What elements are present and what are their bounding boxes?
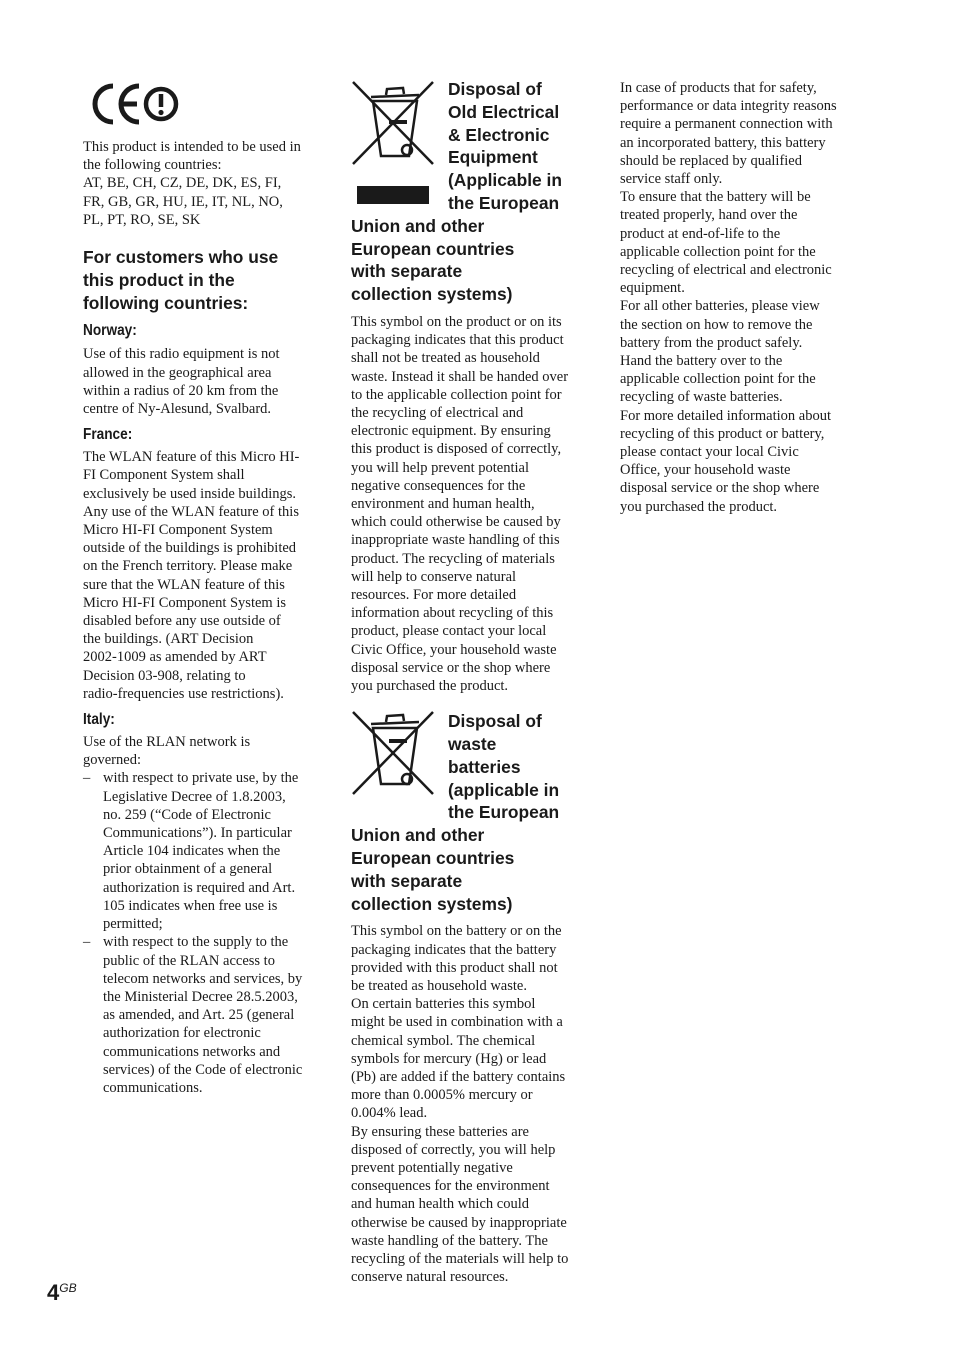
text-line: inappropriate waste handling of this	[351, 532, 560, 549]
text-line: governed:	[83, 752, 141, 769]
france-heading: France:	[83, 426, 133, 444]
text-line: allowed in the geographical area	[83, 364, 272, 381]
customers-heading	[83, 246, 323, 314]
text-line: and human health which could	[351, 1196, 529, 1213]
list-item	[83, 933, 323, 1097]
list-item	[83, 769, 323, 933]
intro-text	[83, 138, 323, 229]
heading-line: (applicable in	[448, 779, 560, 800]
text-line: packaging indicates that the battery	[351, 941, 557, 958]
text-line: negative consequences for the	[351, 477, 526, 494]
weee-section	[351, 78, 587, 695]
italy-list	[83, 769, 323, 1097]
weee-text	[351, 313, 587, 695]
text-line: equipment.	[620, 280, 685, 297]
battery-text	[351, 922, 587, 1286]
heading-line: Union and other	[351, 215, 485, 236]
text-line: sure that the WLAN feature of this	[83, 576, 285, 593]
text-line: Use of the RLAN network is	[83, 734, 251, 751]
heading-line: European countries	[351, 238, 515, 259]
battery-continued-text	[620, 79, 860, 516]
text-line: symbols for mercury (Hg) or lead	[351, 1050, 547, 1067]
page-number	[47, 1280, 77, 1306]
text-line: applicable collection point for the	[620, 371, 816, 388]
text-line: Use of this radio equipment is not	[83, 346, 280, 363]
text-line: To ensure that the battery will be	[620, 189, 811, 206]
text-line: shall not be treated as household	[351, 350, 540, 367]
text-line: provided with this product shall not	[351, 959, 558, 976]
text-line: applicable collection point for the	[620, 243, 816, 260]
text-line: permitted;	[103, 916, 163, 933]
france-text	[83, 448, 323, 703]
text-line: centre of Ny-Alesund, Svalbard.	[83, 401, 272, 418]
text-line: 0.004% lead.	[351, 1105, 428, 1122]
text-line: (Pb) are added if the battery contains	[351, 1069, 566, 1086]
text-line: information about recycling of this	[351, 605, 554, 622]
text-line: Civic Office, your household waste	[351, 641, 557, 658]
text-line: electronic equipment. By ensuring	[351, 423, 551, 440]
alert-class-icon	[146, 89, 176, 119]
text-line: as amended, and Art. 25 (general	[103, 1007, 295, 1024]
italy-text	[83, 733, 323, 1097]
text-line: the Ministerial Decree 28.5.2003,	[103, 988, 298, 1005]
text-line: an incorporated battery, this battery	[620, 134, 826, 151]
text-line: On certain batteries this symbol	[351, 996, 536, 1013]
text-line: Decision 03-908, relating to	[83, 667, 246, 684]
text-line: For more detailed information about	[620, 407, 832, 424]
heading-line: following countries:	[83, 292, 249, 313]
text-line: should be replaced by qualified	[620, 152, 802, 169]
page-number-value: 4	[47, 1280, 60, 1305]
heading-line: the European	[448, 192, 560, 213]
text-line: packaging indicates that this product	[351, 332, 564, 349]
text-line: the section on how to remove the	[620, 316, 813, 333]
heading-line: (Applicable in	[448, 170, 563, 191]
text-line: recycling of waste batteries.	[620, 389, 783, 406]
text-line: disposal service or the shop where	[620, 480, 820, 497]
text-line: public of the RLAN access to	[103, 952, 275, 969]
text-line: The WLAN feature of this Micro HI-	[83, 449, 300, 466]
text-line: FR, GB, GR, HU, IE, IT, NL, NO,	[83, 193, 283, 210]
text-line: prior obtainment of a general	[103, 861, 273, 878]
text-line: please contact your local Civic	[620, 444, 799, 461]
text-line: prevent potentially negative	[351, 1160, 513, 1177]
heading-line: Disposal of	[448, 79, 542, 99]
text-line: otherwise be caused by inappropriate	[351, 1214, 567, 1231]
text-line: to the applicable collection point for	[351, 386, 562, 403]
text-line: with respect to private use, by the	[103, 770, 299, 787]
text-line: consequences for the environment	[351, 1178, 550, 1195]
dash-bullet: –	[83, 934, 91, 951]
text-line: services) of the Code of electronic	[103, 1061, 303, 1078]
battery-section	[351, 710, 587, 1286]
text-line: Article 104 indicates when the	[103, 843, 281, 860]
text-line: outside of the buildings is prohibited	[83, 540, 297, 557]
text-line: product. The recycling of materials	[351, 550, 555, 567]
heading-line: collection systems)	[351, 893, 513, 914]
text-line: you purchased the product.	[620, 498, 778, 515]
crossed-out-wheeled-bin-icon	[351, 710, 435, 800]
text-line: Any use of the WLAN feature of this	[83, 503, 299, 520]
text-line: resources. For more detailed	[351, 587, 517, 604]
dash-bullet: –	[83, 770, 91, 787]
text-line: performance or data integrity reasons	[620, 98, 837, 115]
text-line: product, please contact your local	[351, 623, 547, 640]
ce-logo	[83, 78, 323, 128]
text-line: might be used in combination with a	[351, 1014, 563, 1031]
text-line: exclusively be used inside buildings.	[83, 485, 297, 502]
text-line: the recycling of electrical and	[351, 404, 524, 421]
text-line: AT, BE, CH, CZ, DE, DK, ES, FI,	[83, 175, 282, 192]
text-line: Legislative Decree of 1.8.2003,	[103, 788, 286, 805]
column-left	[83, 78, 323, 1097]
norway-text	[83, 345, 323, 418]
text-line: the following countries:	[83, 157, 222, 174]
text-line: recycling of the materials will help to	[351, 1251, 569, 1268]
heading-line: the European	[448, 802, 560, 823]
heading-line: Disposal of	[448, 711, 542, 732]
text-line: Communications”). In particular	[103, 825, 292, 842]
battery-heading-full	[351, 824, 587, 915]
text-line: By ensuring these batteries are	[351, 1123, 529, 1140]
weee-heading-full	[351, 215, 587, 306]
heading-line: & Electronic	[448, 124, 550, 145]
text-line: FI Component System shall	[83, 467, 245, 484]
column-middle	[351, 78, 587, 1286]
text-line: will help to conserve natural	[351, 568, 517, 585]
column-right	[620, 79, 860, 516]
text-line: waste handling of the battery. The	[351, 1232, 548, 1249]
text-line: on the French territory. Please make	[83, 558, 293, 575]
text-line: communications.	[103, 1079, 203, 1096]
text-line: For all other batteries, please view	[620, 298, 820, 315]
heading-line: with separate	[351, 870, 463, 891]
crossed-out-wheeled-bin-icon	[351, 78, 435, 204]
text-line: 105 indicates when free use is	[103, 897, 278, 914]
page-number-suffix: GB	[59, 1281, 77, 1295]
text-line: battery from the product safely.	[620, 334, 803, 351]
text-line: disabled before any use outside of	[83, 613, 281, 630]
battery-heading-side	[448, 710, 587, 824]
heading-line: Union and other	[351, 825, 485, 846]
italy-heading: Italy:	[83, 711, 115, 729]
text-line: within a radius of 20 km from the	[83, 382, 279, 399]
text-line: the buildings. (ART Decision	[83, 631, 254, 648]
text-line: communications networks and	[103, 1043, 281, 1060]
text-line: you purchased the product.	[351, 678, 509, 695]
text-line: no. 259 (“Code of Electronic	[103, 806, 271, 823]
text-line: telecom networks and services, by	[103, 970, 303, 987]
text-line: with respect to the supply to the	[103, 934, 289, 951]
text-line: you will help prevent potential	[351, 459, 529, 476]
text-line: This symbol on the battery or on the	[351, 923, 562, 940]
text-line: Office, your household waste	[620, 462, 791, 479]
text-line: service staff only.	[620, 171, 723, 188]
text-line: product at end-of-life to the	[620, 225, 781, 242]
weee-heading-side	[448, 78, 587, 215]
text-line: environment and human health,	[351, 496, 535, 512]
text-line: PL, PT, RO, SE, SK	[83, 211, 201, 228]
text-line: waste. Instead it shall be handed over	[351, 368, 569, 385]
text-line: which could otherwise be caused by	[351, 514, 561, 531]
text-line: Micro HI-FI Component System is	[83, 594, 286, 611]
text-line: This product is intended to be used in	[83, 139, 301, 155]
text-line: radio-frequencies use restrictions).	[83, 685, 284, 702]
text-line: In case of products that for safety,	[620, 80, 817, 96]
heading-line: Old Electrical	[448, 101, 560, 122]
text-line: This symbol on the product or on its	[351, 313, 562, 330]
text-line: 2002-1009 as amended by ART	[83, 649, 267, 666]
text-line: Micro HI-FI Component System	[83, 522, 273, 539]
heading-line: this product in the	[83, 269, 235, 290]
text-line: this product is disposed of correctly,	[351, 441, 562, 458]
norway-heading: Norway:	[83, 322, 137, 340]
text-line: chemical symbol. The chemical	[351, 1032, 536, 1049]
heading-line: For customers who use	[83, 247, 279, 268]
heading-line: waste	[448, 734, 497, 755]
heading-line: European countries	[351, 848, 515, 869]
text-line: treated properly, hand over the	[620, 207, 798, 224]
heading-line: collection systems)	[351, 284, 513, 305]
text-line: more than 0.0005% mercury or	[351, 1087, 533, 1104]
text-line: require a permanent connection with	[620, 116, 833, 133]
text-line: Hand the battery over to the	[620, 353, 783, 370]
heading-line: Equipment	[448, 147, 538, 168]
heading-line: with separate	[351, 261, 463, 282]
text-line: recycling of electrical and electronic	[620, 262, 832, 279]
ce-mark-icon	[83, 78, 183, 128]
text-line: authorization is required and Art.	[103, 879, 296, 896]
heading-line: batteries	[448, 756, 521, 777]
text-line: be treated as household waste.	[351, 978, 527, 995]
text-line: authorization for electronic	[103, 1025, 261, 1042]
text-line: conserve natural resources.	[351, 1269, 509, 1286]
text-line: disposal service or the shop where	[351, 659, 551, 676]
text-line: recycling of this product or battery,	[620, 425, 825, 442]
text-line: disposed of correctly, you will help	[351, 1141, 556, 1158]
